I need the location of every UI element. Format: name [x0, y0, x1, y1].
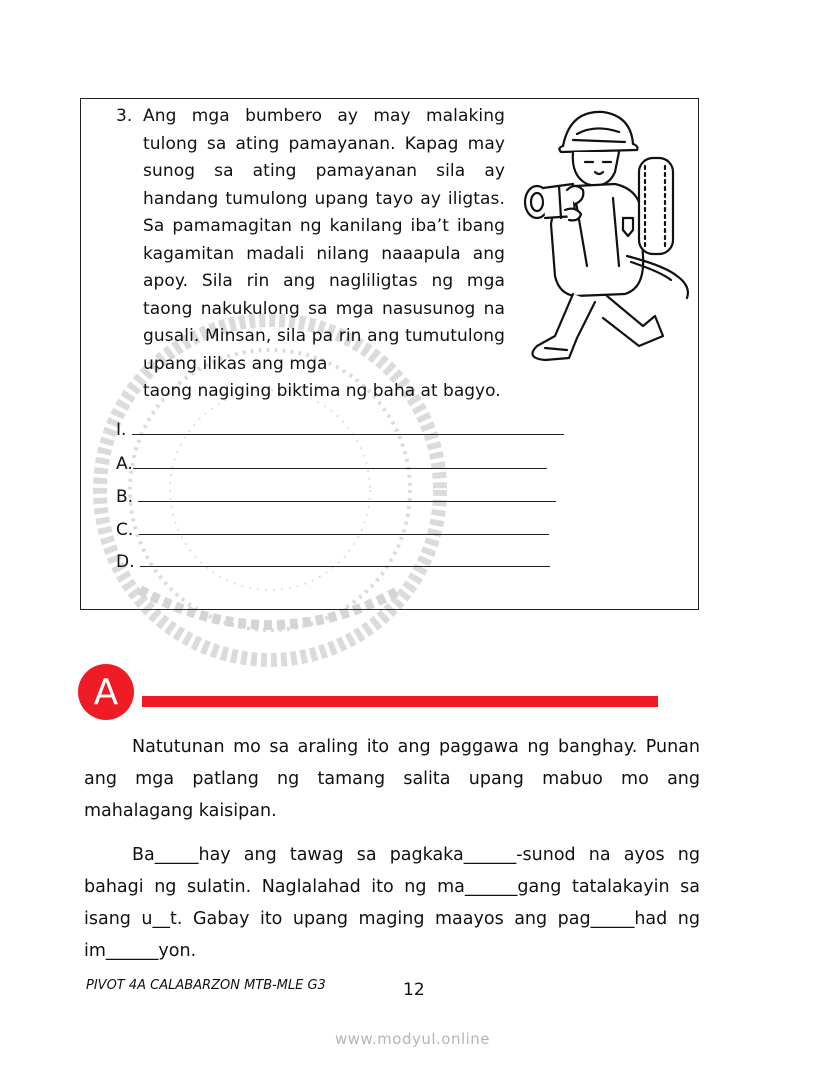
outline-line-A[interactable] — [116, 454, 547, 474]
passage-last-line: taong nagiging biktima ng baha at bagyo. — [143, 381, 501, 401]
outline-label: A. — [116, 454, 133, 474]
page-number: 12 — [403, 980, 425, 1000]
outline-label: C. — [116, 520, 134, 540]
footer-course-label: PIVOT 4A CALABARZON MTB-MLE G3 — [86, 978, 326, 993]
outline-line-C[interactable] — [116, 520, 549, 540]
outline-line-D[interactable] — [116, 552, 550, 572]
outline-line-I[interactable] — [116, 420, 564, 440]
passage-text: Ang mga bumbero ay may malaking tulong sa ating pamayanan. Kapag may sunog sa ating pamayanan sila ay handang tumulong upang tayo ay iligtas. Sa pamamagitan ng kanilang iba’t ibang kagamitan madali nilang naaapula ang apoy. Sila rin ang nagliligtas ng mga taong nakukulong sa mga nasusunog na gusali. Minsan, sila pa rin ang tumutulong upang ilikas ang mga — [143, 106, 505, 374]
section-divider-bar — [142, 696, 658, 707]
instruction-paragraph: Natutunan mo sa araling ito ang paggawa ng banghay. Punan ang mga patlang ng tamang salita upang mabuo mo ang mahalagang kaisipan. — [84, 737, 700, 821]
firefighter-illustration — [515, 106, 695, 366]
outline-label: B. — [116, 487, 134, 507]
section-badge: A — [78, 664, 134, 720]
blank-line — [132, 420, 564, 435]
fill-in-paragraph: Ba_____hay ang tawag sa pagkaka______-sunod na ayos ng bahagi ng sulatin. Naglalahad ito ng ma______gang tatalakayin sa isang u__t. Gabay ito upang maging maayos ang pag_____had ng im______yon. — [84, 845, 700, 961]
blank-line — [139, 520, 549, 535]
outline-line-B[interactable] — [116, 487, 556, 507]
blank-line — [133, 454, 547, 469]
outline-label: D. — [116, 552, 135, 572]
item-number: 3. — [116, 106, 133, 126]
outline-label: I. — [116, 420, 127, 440]
blank-line — [138, 487, 556, 502]
blank-line — [140, 552, 550, 567]
site-watermark: www.modyul.online — [334, 1030, 491, 1048]
